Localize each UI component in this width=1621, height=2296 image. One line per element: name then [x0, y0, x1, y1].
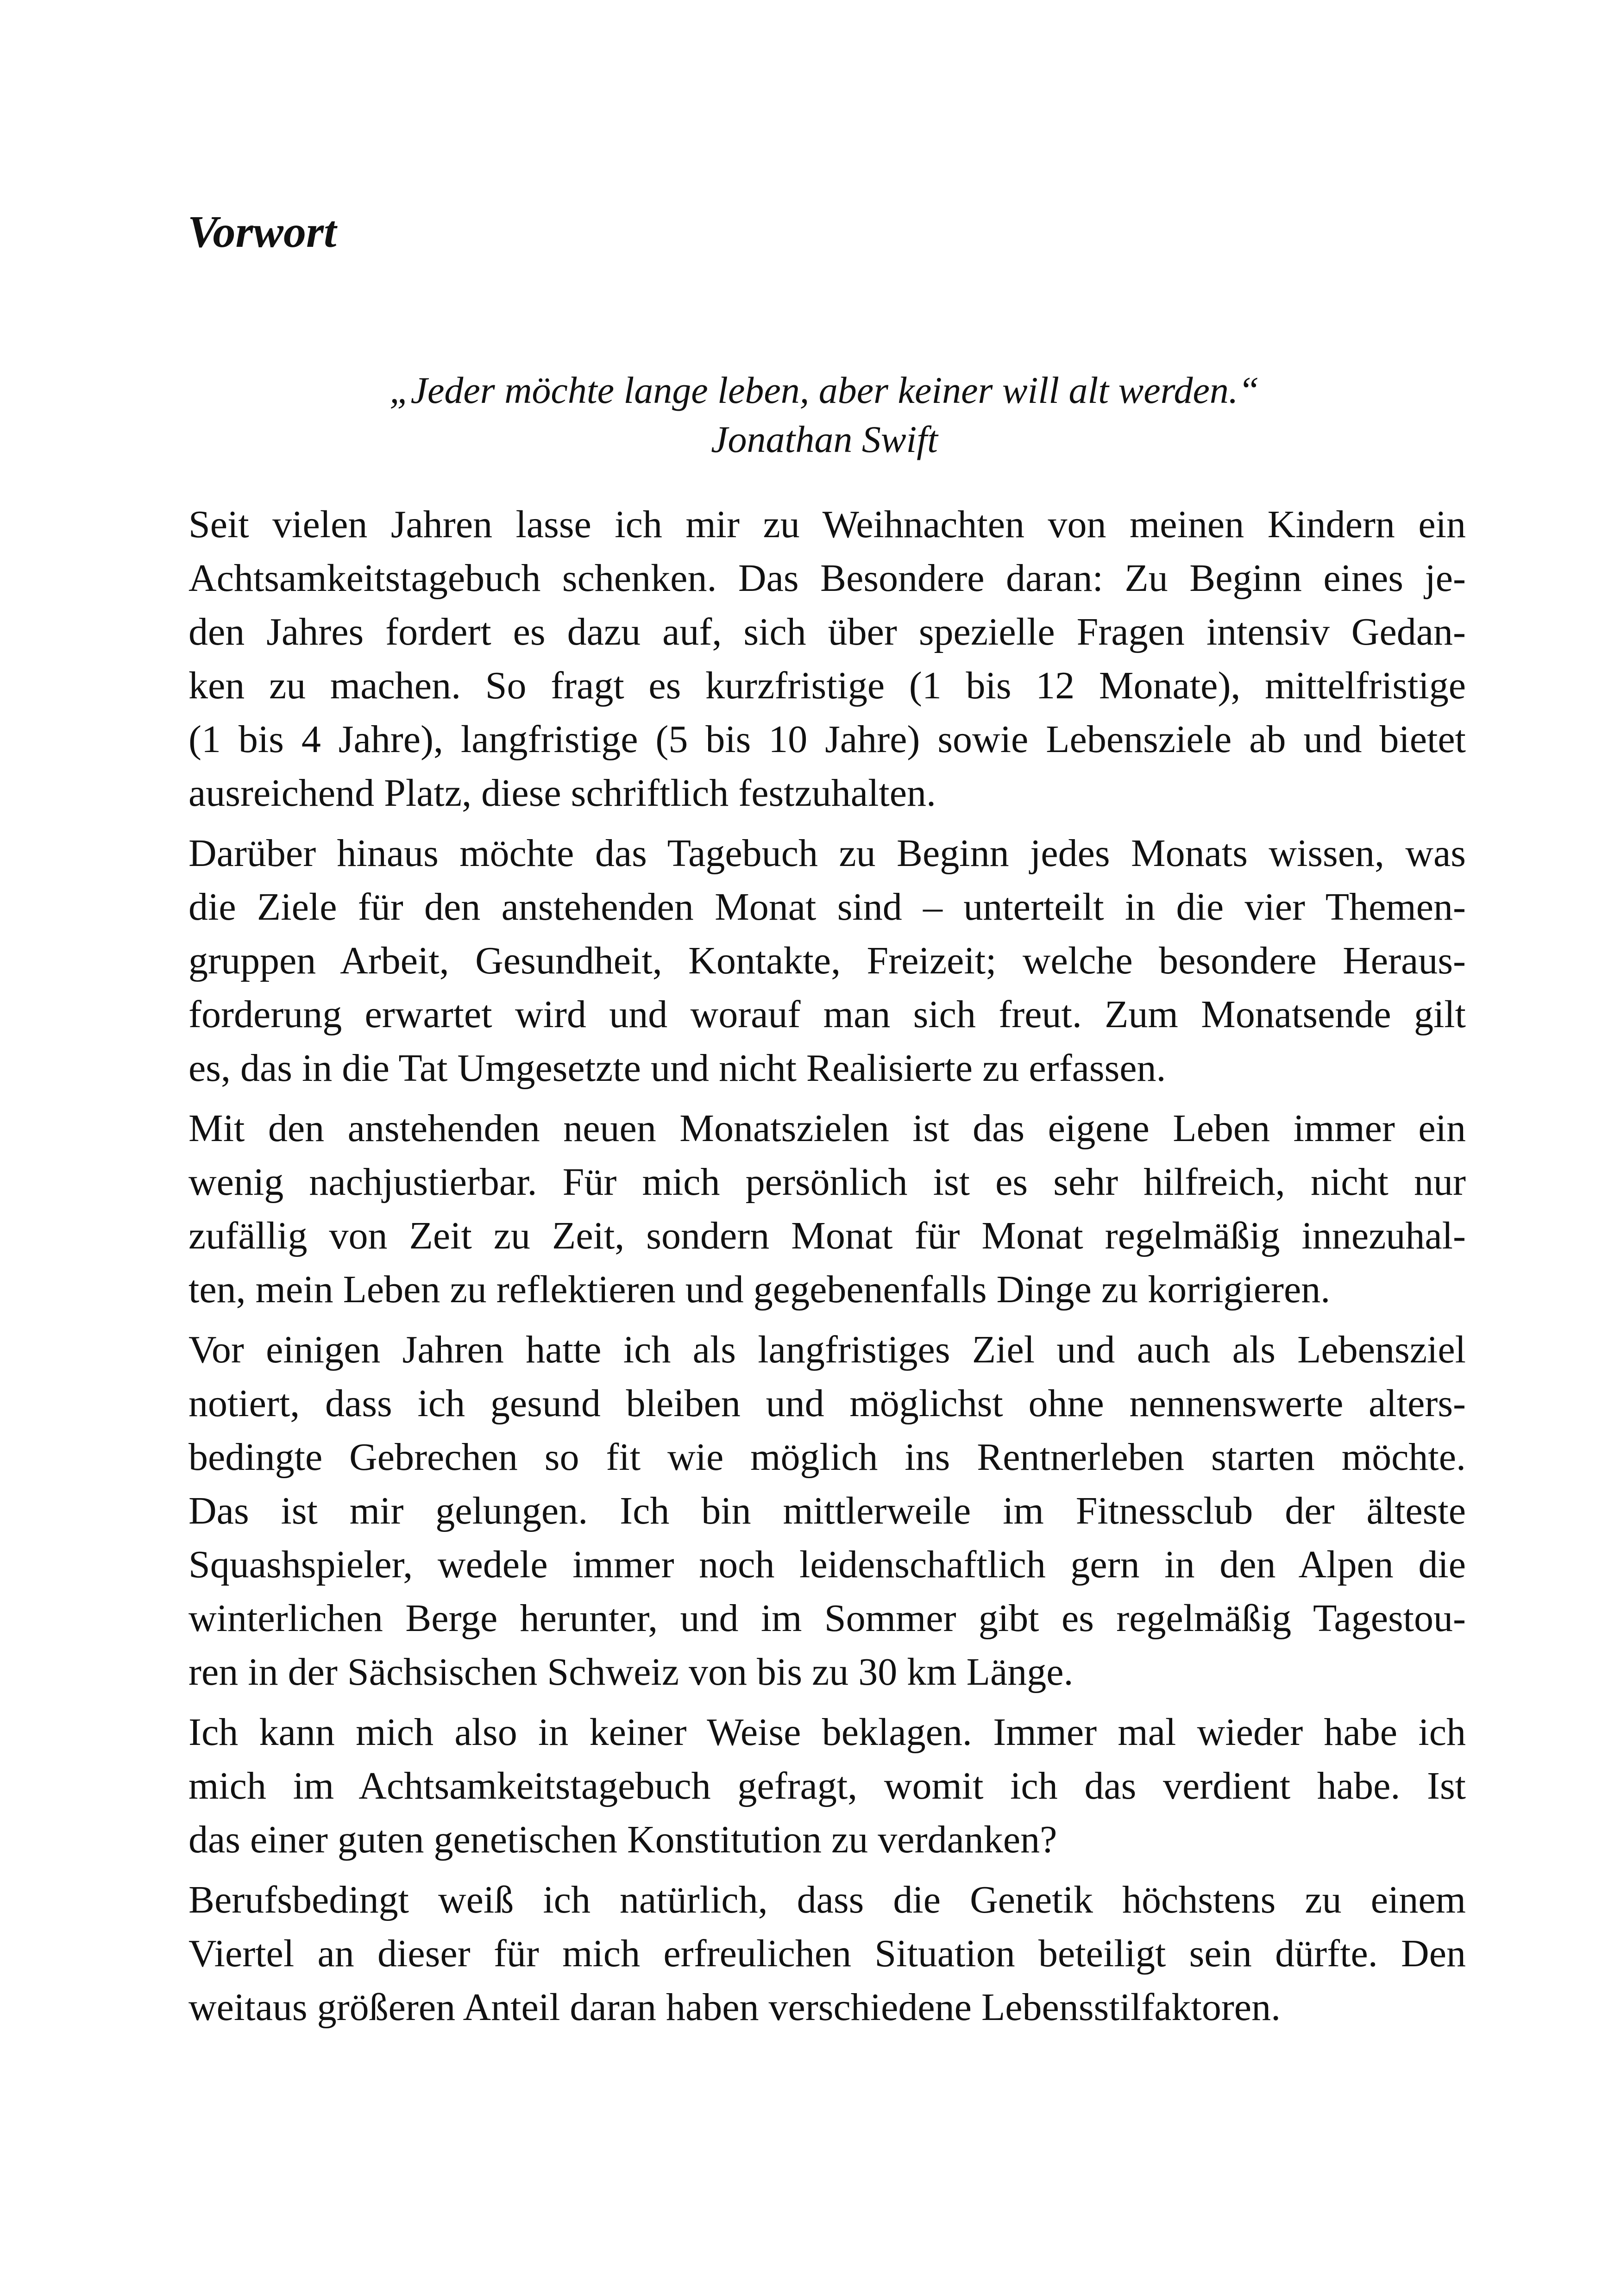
text-line: ausreichend Platz, diese schriftlich festzuhalten.	[188, 772, 936, 815]
text-line: Viertel an dieser für mich erfreulichen Situation beteiligt sein dürfte. Den	[188, 1932, 1466, 1975]
text-line: gruppen Arbeit, Gesundheit, Kontakte, Freizeit; welche besondere Heraus-	[188, 939, 1466, 982]
page-heading: Vorwort	[188, 207, 337, 257]
text-line: bedingte Gebrechen so fit wie möglich ins Rentnerleben starten möchte.	[188, 1436, 1466, 1479]
text-line: zufällig von Zeit zu Zeit, sondern Monat für Monat regelmäßig innezuhal-	[188, 1214, 1466, 1257]
text-line: das einer guten genetischen Konstitution zu verdanken?	[188, 1818, 1057, 1861]
text-line: notiert, dass ich gesund bleiben und möglichst ohne nennenswerte alters-	[188, 1382, 1466, 1425]
text-line: Ich kann mich also in keiner Weise beklagen. Immer mal wieder habe ich	[188, 1711, 1466, 1754]
paragraph	[188, 1873, 1466, 2034]
text-line: Squashspieler, wedele immer noch leidenschaftlich gern in den Alpen die	[188, 1543, 1466, 1586]
quote-text: „Jeder möchte lange leben, aber keiner will alt werden.“	[390, 369, 1259, 411]
text-line: wenig nachjustierbar. Für mich persönlich ist es sehr hilfreich, nicht nur	[188, 1161, 1466, 1204]
text-line: Berufsbedingt weiß ich natürlich, dass die Genetik höchstens zu einem	[188, 1878, 1466, 1921]
text-line: den Jahres fordert es dazu auf, sich über spezielle Fragen intensiv Gedan-	[188, 610, 1466, 653]
paragraph	[188, 827, 1466, 1095]
text-line: Mit den anstehenden neuen Monatszielen ist das eigene Leben immer ein	[188, 1107, 1466, 1150]
text-line: weitaus größeren Anteil daran haben verschiedene Lebensstilfaktoren.	[188, 1986, 1281, 2029]
text-line: (1 bis 4 Jahre), langfristige (5 bis 10 Jahre) sowie Lebensziele ab und bietet	[188, 718, 1466, 761]
text-line: ren in der Sächsischen Schweiz von bis zu 30 km Länge.	[188, 1650, 1074, 1694]
text-line: es, das in die Tat Umgesetzte und nicht Realisierte zu erfassen.	[188, 1047, 1166, 1090]
paragraph	[188, 1706, 1466, 1867]
text-line: ken zu machen. So fragt es kurzfristige (1 bis 12 Monate), mittelfristige	[188, 664, 1466, 707]
text-line: Achtsamkeitstagebuch schenken. Das Besondere daran: Zu Beginn eines je-	[188, 557, 1466, 600]
text-line: mich im Achtsamkeitstagebuch gefragt, womit ich das verdient habe. Ist	[188, 1764, 1466, 1807]
quote-author: Jonathan Swift	[711, 418, 938, 460]
paragraph	[188, 1323, 1466, 1699]
text-line: ten, mein Leben zu reflektieren und gegebenenfalls Dinge zu korrigieren.	[188, 1268, 1331, 1311]
text-line: Darüber hinaus möchte das Tagebuch zu Beginn jedes Monats wissen, was	[188, 832, 1466, 875]
text-line: die Ziele für den anstehenden Monat sind – unterteilt in die vier Themen-	[188, 885, 1466, 928]
text-line: Das ist mir gelungen. Ich bin mittlerweile im Fitnessclub der älteste	[188, 1489, 1466, 1532]
paragraph	[188, 498, 1466, 820]
text-line: forderung erwartet wird und worauf man sich freut. Zum Monatsende gilt	[188, 993, 1466, 1036]
text-line: winterlichen Berge herunter, und im Sommer gibt es regelmäßig Tagestou-	[188, 1597, 1466, 1640]
body-text	[188, 498, 1466, 2041]
text-line: Vor einigen Jahren hatte ich als langfristiges Ziel und auch als Lebensziel	[188, 1328, 1466, 1371]
text-line: Seit vielen Jahren lasse ich mir zu Weihnachten von meinen Kindern ein	[188, 503, 1466, 546]
paragraph	[188, 1102, 1466, 1317]
epigraph	[0, 366, 1621, 464]
